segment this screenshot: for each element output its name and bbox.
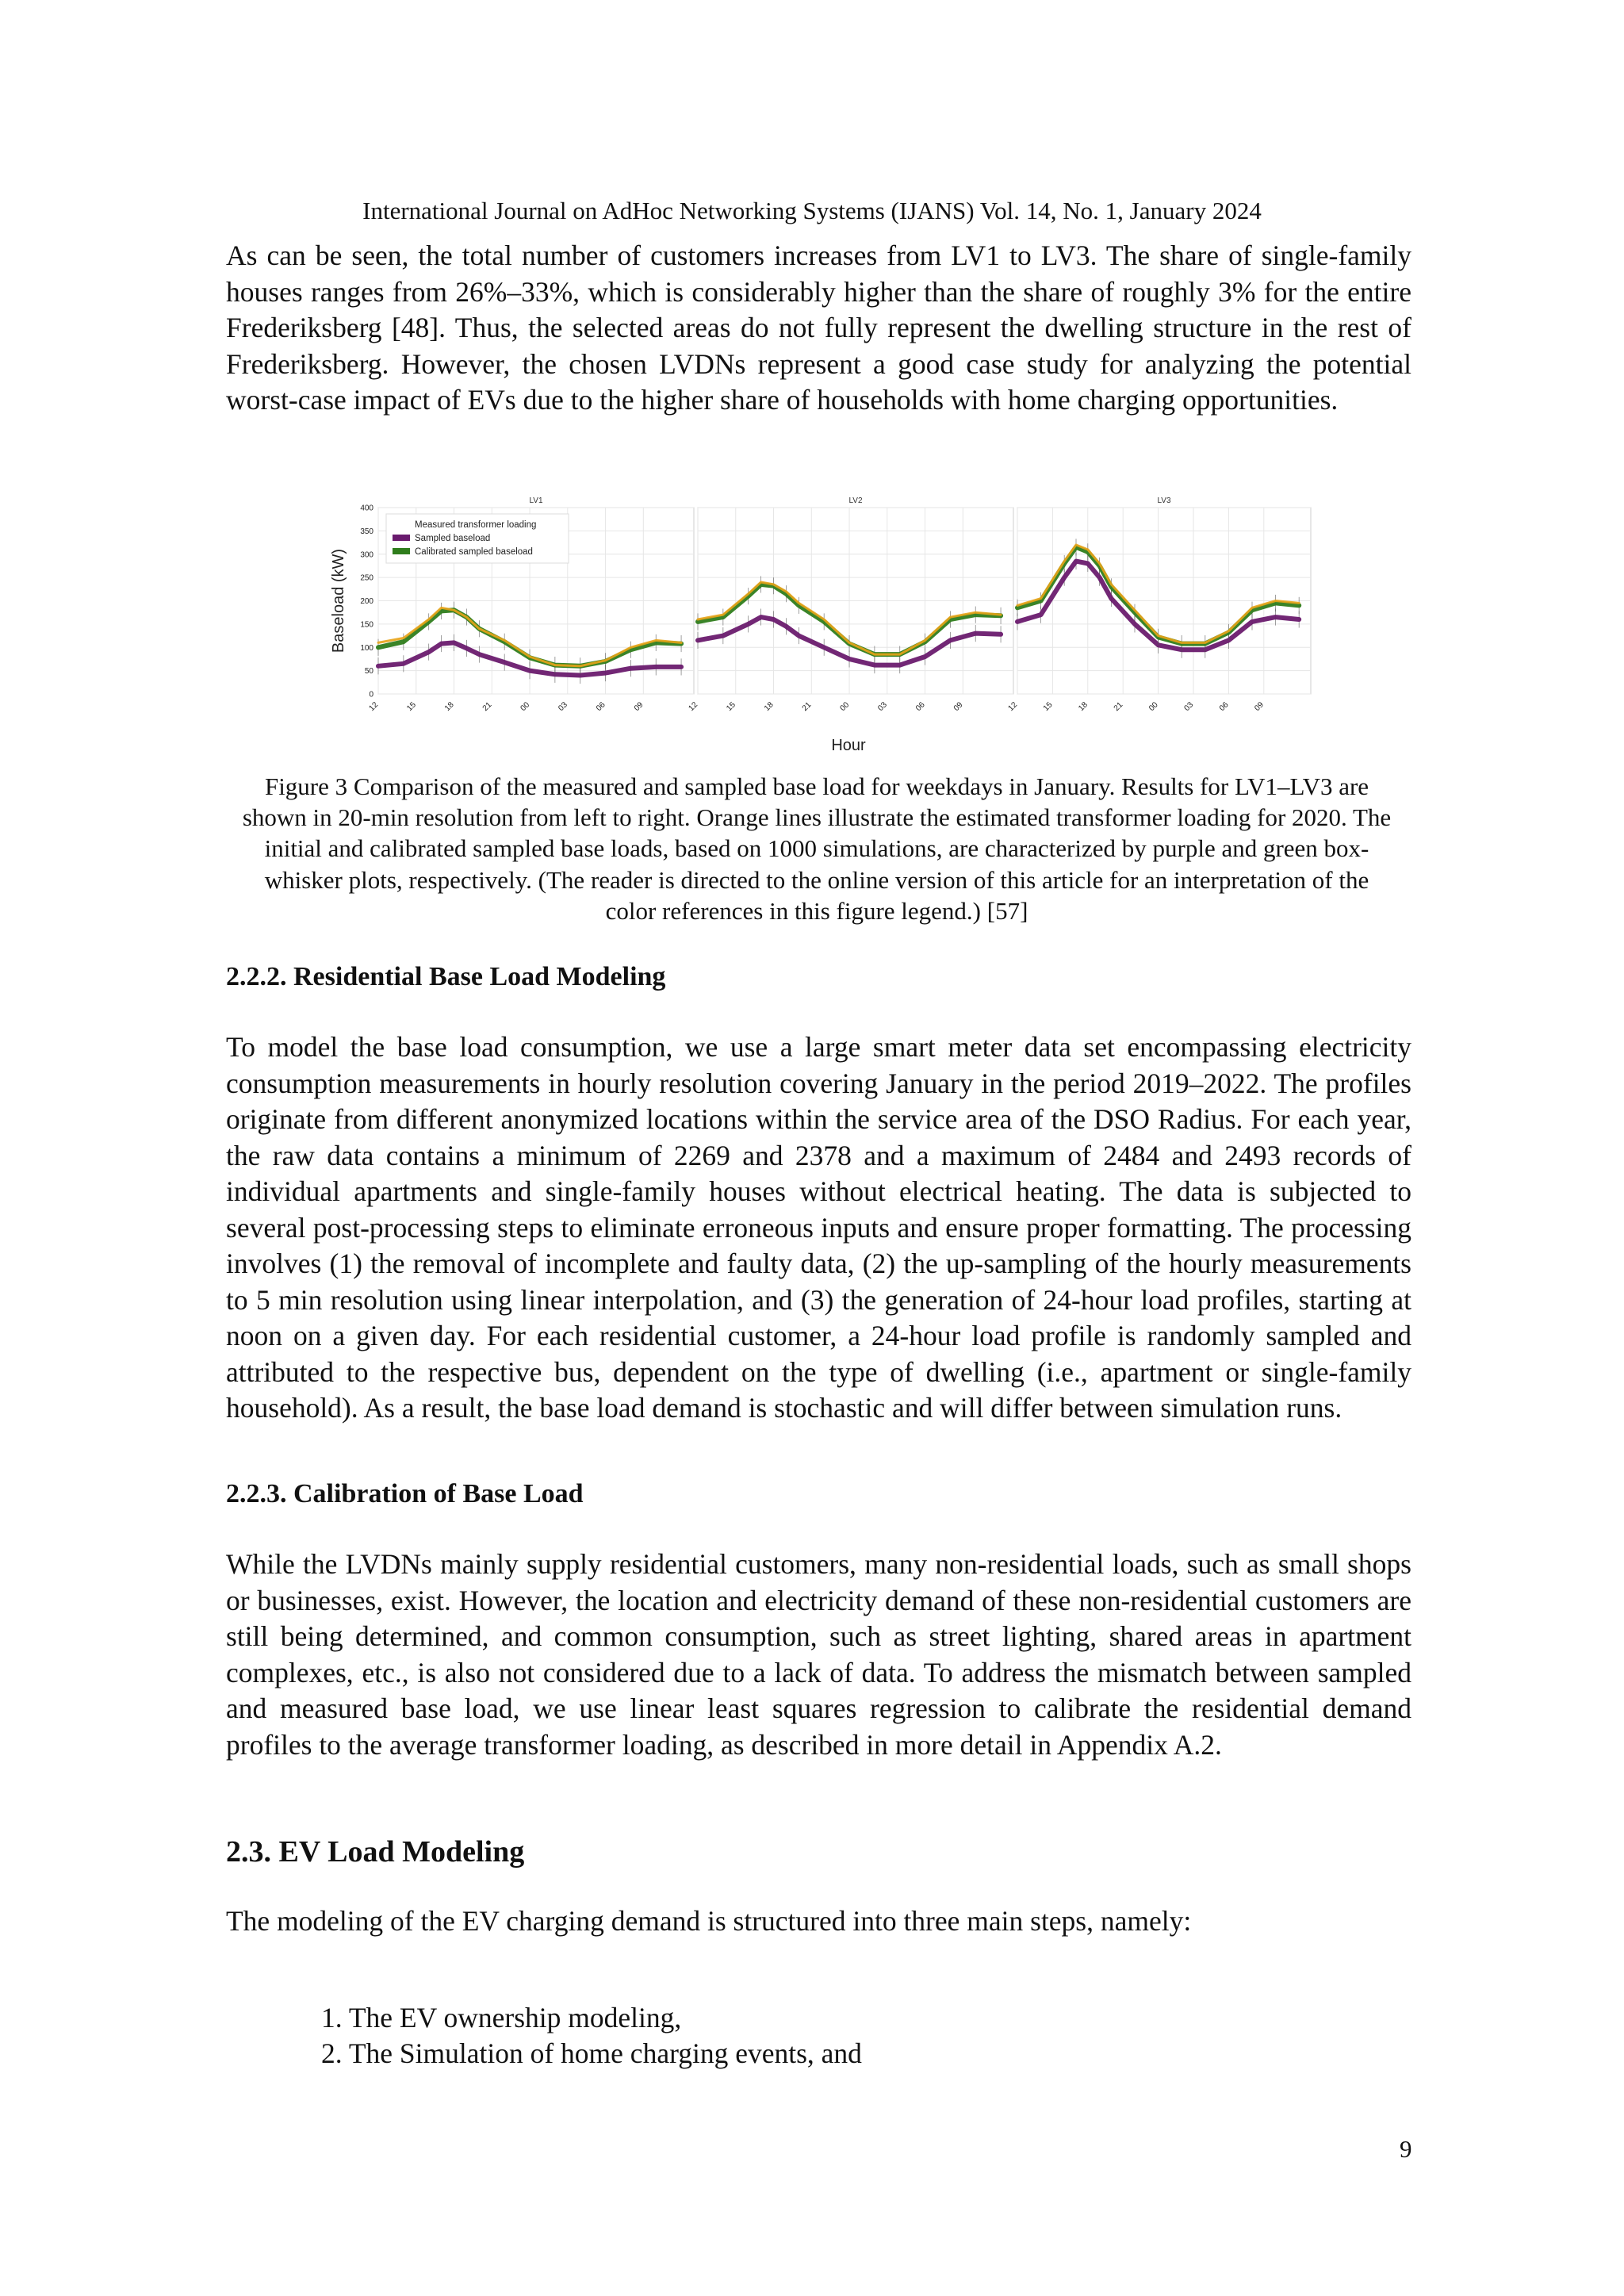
x-tick-label: 03 [1182,700,1196,713]
x-tick-label: 06 [1217,700,1231,713]
x-tick-label: 00 [1147,700,1160,713]
x-tick-label: 06 [595,700,607,713]
x-tick-label: 03 [876,700,889,713]
x-tick-label: 15 [725,700,737,713]
x-tick-label: 18 [442,700,456,713]
figure-3 [329,482,1320,756]
x-tick-label: 18 [762,700,776,713]
panel-title: LV1 [529,496,543,505]
x-tick-label: 12 [687,700,700,713]
baseload-chart [329,482,1320,756]
x-tick-label: 00 [838,700,852,713]
x-tick-label: 21 [1112,700,1125,713]
x-tick-label: 12 [367,700,381,713]
y-tick-label: 400 [360,504,373,513]
x-tick-label: 00 [519,700,532,713]
x-tick-label: 03 [557,700,569,713]
legend-swatch [393,548,410,554]
y-axis-label: Baseload (kW) [330,548,347,654]
x-tick-label: 18 [1077,700,1090,713]
section-2-2-2-paragraph: To model the base load consumption, we use a large smart meter data set encompassing electricity consumption measurements in hourly resolution covering January in the period 2019–2022. The profiles originate from different anonymized locations within the service area of the DSO Radius. For each year, the raw data contains a minimum of 2269 and 2378 and a maximum of 2484 and 2493 records of individual apartments and single-family houses without electrical heating. The data is subjected to several post-processing steps to eliminate erroneous inputs and ensure proper formatting. The processing involves (1) the removal of incomplete and faulty data, (2) the up-sampling of the hourly measurements to 5 min resolution using linear interpolation, and (3) the generation of 24-hour load profiles, starting at noon on a given day. For each residential customer, a 24-hour load profile is randomly sampled and attributed to the respective bus, dependent on the type of dwelling (i.e., apartment or single-family household). As a result, the base load demand is stochastic and will differ between simulation runs. [226,1031,1411,1424]
section-heading-2-3: 2.3. EV Load Modeling [226,1835,525,1869]
x-tick-label: 15 [1041,700,1055,713]
journal-header: International Journal on AdHoc Networking Systems (IJANS) Vol. 14, No. 1, January 2024 [362,197,1262,224]
panel-title: LV3 [1157,496,1171,505]
figure-caption: Figure 3 Comparison of the measured and sampled base load for weekdays in January. Results for LV1–LV3 are shown in 20-min resolution from left to right. Orange lines illustrate the estimated transformer loading for 2020. The initial and calibrated sampled base loads, based on 1000 simulations, are characterized by purple and green box-whisker plots, respectively. (The reader is directed to the online version of this article for an interpretation of the color references in this figure legend.) [57] [242,772,1392,925]
page-number: 9 [1400,2135,1412,2163]
x-tick-label: 12 [1006,700,1020,713]
section-2-2-3-paragraph: While the LVDNs mainly supply residential customers, many non-residential loads, such as small shops or businesses, exist. However, the location and electricity demand of these non-residential customers are still being determined, and common consumption, such as street lighting, shared areas in apartment complexes, etc., is also not considered due to a lack of data. To address the mismatch between sampled and measured base load, we use linear least squares regression to calibrate the residential demand profiles to the average transformer loading, as described in more detail in Appendix A.2. [226,1548,1411,1761]
panel-title: LV2 [848,496,863,505]
section-heading-2-2-2: 2.2.2. Residential Base Load Modeling [226,962,666,991]
list-item: 2. The Simulation of home charging events, and [321,2037,862,2069]
x-tick-label: 06 [914,700,927,713]
legend-label: Measured transformer loading [415,520,537,530]
y-tick-label: 350 [360,527,373,536]
list-item: 1. The EV ownership modeling, [321,2002,682,2033]
y-tick-label: 0 [369,690,373,700]
y-tick-label: 300 [360,550,373,560]
steps-list [321,2000,862,2072]
y-tick-label: 150 [360,620,373,630]
intro-paragraph: As can be seen, the total number of customers increases from LV1 to LV3. The share of single-family houses ranges from 26%–33%, which is considerably higher than the share of roughly 3% for the entire Frederiksberg [48]. Thus, the selected areas do not fully represent the dwelling structure in the rest of Frederiksberg. However, the chosen LVDNs represent a good case study for analyzing the potential worst-case impact of EVs due to the higher share of households with home charging opportunities. [226,240,1411,416]
x-tick-label: 21 [481,700,494,713]
x-axis-label: Hour [831,737,866,754]
x-tick-label: 15 [405,700,418,713]
x-tick-label: 09 [632,700,645,713]
x-tick-label: 09 [952,700,965,713]
y-tick-label: 100 [360,643,373,653]
x-tick-label: 09 [1253,700,1266,713]
y-tick-label: 250 [360,573,373,583]
x-tick-label: 21 [800,700,814,713]
legend-label: Sampled baseload [415,534,491,543]
section-heading-2-2-3: 2.2.3. Calibration of Base Load [226,1479,584,1508]
legend-label: Calibrated sampled baseload [415,547,533,557]
y-tick-label: 50 [364,667,373,677]
section-2-3-paragraph: The modeling of the EV charging demand is structured into three main steps, namely: [226,1905,1192,1937]
y-tick-label: 200 [360,597,373,606]
legend-swatch [393,535,410,541]
